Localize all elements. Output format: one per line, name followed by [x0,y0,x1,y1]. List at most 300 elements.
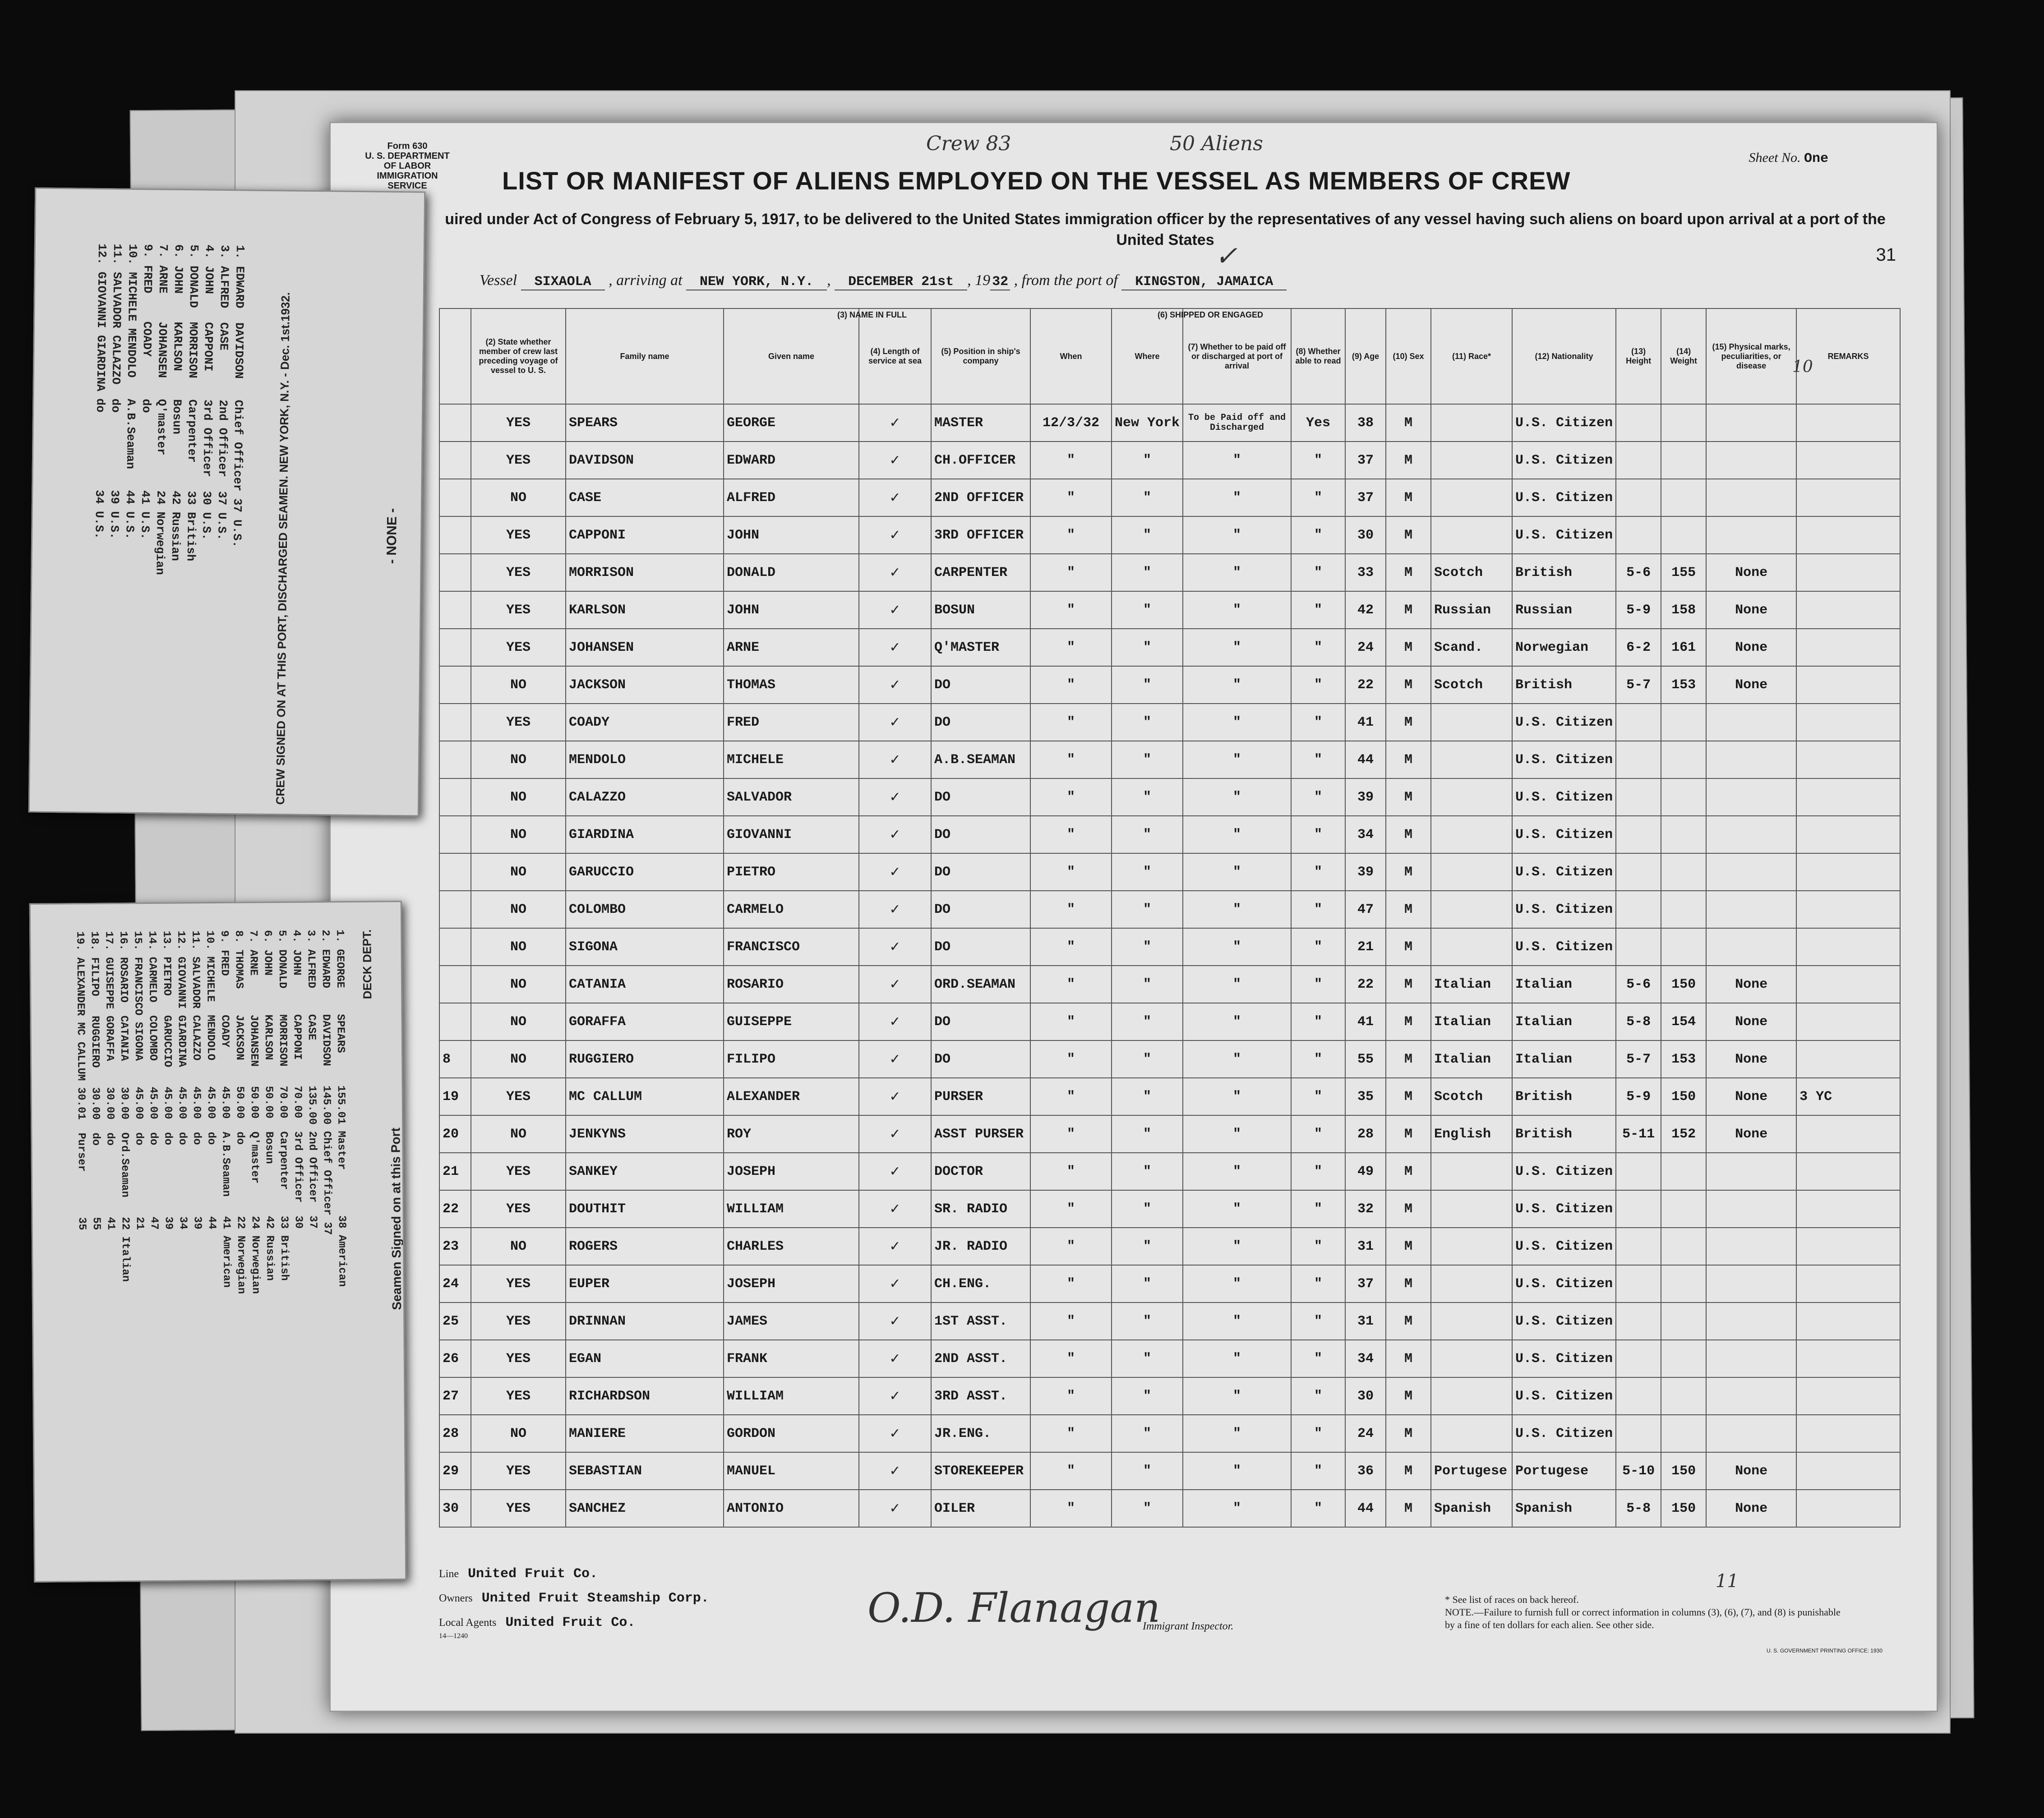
shipped-where-cell: " [1112,966,1183,1003]
remarks-cell [1796,1040,1900,1078]
sex-cell: M [1386,1228,1431,1265]
physical-marks-cell [1706,891,1796,928]
able-read-cell: " [1291,479,1345,516]
table-row [439,1452,1900,1490]
weight-cell [1661,1377,1706,1415]
position-cell: DO [931,778,1030,816]
position-cell: JR. RADIO [931,1228,1030,1265]
table-row [439,554,1900,591]
header-remarks: REMARKS [1796,308,1900,404]
shipped-where-cell: " [1112,928,1183,966]
paid-off-cell: " [1183,1190,1291,1228]
shipped-when-cell: " [1030,1190,1112,1228]
year-prefix: 19 [975,272,991,289]
race-cell [1431,741,1512,778]
physical-marks-cell: None [1706,1040,1796,1078]
sex-cell: M [1386,516,1431,554]
table-row [439,666,1900,704]
last-voyage-cell: YES [471,704,566,741]
paid-off-cell: " [1183,1115,1291,1153]
sex-cell: M [1386,853,1431,891]
remarks-cell [1796,853,1900,891]
age-cell: 34 [1345,816,1386,853]
paid-off-cell: " [1183,442,1291,479]
line-value: United Fruit Co. [467,1566,598,1582]
remarks-cell [1796,816,1900,853]
checkmark-icon: ✓ [859,1415,931,1452]
sex-cell: M [1386,1003,1431,1040]
shipped-when-cell: " [1030,928,1112,966]
weight-cell [1661,1303,1706,1340]
row-number-cell [439,442,471,479]
able-read-cell: " [1291,516,1345,554]
nationality-cell: U.S. Citizen [1512,741,1616,778]
table-row [439,1265,1900,1303]
family-name-cell: SPEARS [566,404,724,442]
inspector-signature: O.D. Flanagan [867,1584,1161,1632]
date-checkmark: ✓ [1215,240,1238,272]
shipped-where-cell: " [1112,1228,1183,1265]
last-voyage-cell: YES [471,1340,566,1377]
paid-off-cell: " [1183,516,1291,554]
table-row [439,1190,1900,1228]
form-info [358,141,457,191]
shipped-where-cell: " [1112,1003,1183,1040]
remarks-handwriting: 10 [1792,358,1813,376]
paid-off-cell: " [1183,1078,1291,1115]
table-row [439,928,1900,966]
given-name-cell: FILIPO [724,1040,859,1078]
shipped-where-cell: " [1112,1340,1183,1377]
arriving-label: , arriving at [609,272,683,289]
sex-cell: M [1386,554,1431,591]
given-name-cell: CHARLES [724,1228,859,1265]
height-cell [1616,704,1661,741]
paid-off-cell: " [1183,891,1291,928]
position-cell: DOCTOR [931,1153,1030,1190]
remarks-cell [1796,1003,1900,1040]
shipped-when-cell: 12/3/32 [1030,404,1112,442]
remarks-cell [1796,442,1900,479]
race-cell [1431,778,1512,816]
position-cell: Q'MASTER [931,629,1030,666]
race-cell [1431,442,1512,479]
table-row [439,1415,1900,1452]
shipped-when-cell: " [1030,1377,1112,1415]
weight-cell: 150 [1661,966,1706,1003]
header-family-name: Family name [566,308,724,404]
age-cell: 47 [1345,891,1386,928]
able-read-cell: " [1291,1340,1345,1377]
slip-dept: DECK DEPT. [360,929,374,999]
age-cell: 24 [1345,1415,1386,1452]
height-cell [1616,1377,1661,1415]
height-cell: 5-10 [1616,1452,1661,1490]
checkmark-icon: ✓ [859,666,931,704]
remarks-cell [1796,666,1900,704]
paid-off-cell: " [1183,1265,1291,1303]
race-cell [1431,479,1512,516]
given-name-cell: JOHN [724,591,859,629]
checkmark-icon: ✓ [859,891,931,928]
shipped-where-cell: " [1112,1115,1183,1153]
nationality-cell: Italian [1512,1040,1616,1078]
header-age: (9) Age [1345,308,1386,404]
last-voyage-cell: YES [471,1153,566,1190]
nationality-cell: U.S. Citizen [1512,1153,1616,1190]
nationality-cell: U.S. Citizen [1512,479,1616,516]
row-number-cell: 29 [439,1452,471,1490]
nationality-cell: U.S. Citizen [1512,1377,1616,1415]
shipped-when-cell: " [1030,891,1112,928]
sex-cell: M [1386,778,1431,816]
slip-rows: 1. EDWARD DAVIDSON Chief Officer 37 U.S. 3. ALFRED CASE 2nd Officer 37 U.S. 4. JOHN CAPPONI 3rd Officer 30 U.S. 5. DONALD MORRISON Carpenter 33 British 6. JOHN KARLSON Bosun 42 Russian 7. ARNE JOHANSEN Q'master 24 Norwegian 9. FRED COADY do 41 U.S. 10. MICHELE MENDOLO A.B.Seaman 44 U.S. 11. SALVADOR CALAZZO do 39 U.S. 12. GIOVANNI GIARDINA do 34 U.S. [92,243,247,575]
manifest-sheet [329,122,1938,1712]
last-voyage-cell: NO [471,479,566,516]
shipped-where-cell: " [1112,1265,1183,1303]
nationality-cell: British [1512,554,1616,591]
header-when: When [1030,308,1112,404]
weight-cell: 153 [1661,666,1706,704]
family-name-cell: SANCHEZ [566,1490,724,1527]
race-cell: Spanish [1431,1490,1512,1527]
shipped-where-cell: " [1112,1452,1183,1490]
race-cell: Scotch [1431,554,1512,591]
last-voyage-cell: NO [471,853,566,891]
remarks-cell [1796,778,1900,816]
given-name-cell: ROY [724,1115,859,1153]
paid-off-cell: " [1183,1452,1291,1490]
shipped-where-cell: " [1112,1377,1183,1415]
header-height: (13) Height [1616,308,1661,404]
checkmark-icon: ✓ [859,1078,931,1115]
age-cell: 24 [1345,629,1386,666]
row-number-cell [439,891,471,928]
sex-cell: M [1386,1377,1431,1415]
checkmark-icon: ✓ [859,1190,931,1228]
agents-row [439,1615,709,1630]
sex-cell: M [1386,928,1431,966]
vessel-name: SIXAOLA [521,274,605,290]
given-name-cell: ALFRED [724,479,859,516]
given-name-cell: ANTONIO [724,1490,859,1527]
remarks-cell [1796,1340,1900,1377]
last-voyage-cell: NO [471,928,566,966]
checkmark-icon: ✓ [859,1340,931,1377]
position-cell: STOREKEEPER [931,1452,1030,1490]
able-read-cell: " [1291,816,1345,853]
last-voyage-cell: NO [471,1228,566,1265]
seamen-signed-on-slip [29,901,406,1583]
row-number-cell [439,1003,471,1040]
row-number-cell [439,778,471,816]
owners-row [439,1591,709,1606]
physical-marks-cell: None [1706,1003,1796,1040]
shipped-where-cell: " [1112,1040,1183,1078]
sex-cell: M [1386,1190,1431,1228]
physical-marks-cell: None [1706,1115,1796,1153]
height-cell [1616,1190,1661,1228]
position-cell: CH.OFFICER [931,442,1030,479]
sex-cell: M [1386,1415,1431,1452]
family-name-cell: GIARDINA [566,816,724,853]
age-cell: 35 [1345,1078,1386,1115]
remarks-cell [1796,1303,1900,1340]
last-voyage-cell: NO [471,966,566,1003]
checkmark-icon: ✓ [859,928,931,966]
given-name-cell: GIOVANNI [724,816,859,853]
header-given-name: Given name [724,308,859,404]
weight-cell [1661,1265,1706,1303]
checkmark-icon: ✓ [859,741,931,778]
last-voyage-cell: NO [471,891,566,928]
weight-cell [1661,1340,1706,1377]
shipped-where-cell: " [1112,629,1183,666]
height-cell [1616,853,1661,891]
weight-cell [1661,1415,1706,1452]
shipped-where-cell: " [1112,1415,1183,1452]
name-in-full-header: (3) NAME IN FULL [837,310,907,319]
position-cell: 3RD OFFICER [931,516,1030,554]
physical-marks-cell [1706,1415,1796,1452]
shipped-where-cell: " [1112,853,1183,891]
table-row [439,1303,1900,1340]
sex-cell: M [1386,1452,1431,1490]
remarks-cell [1796,1115,1900,1153]
height-cell [1616,741,1661,778]
able-read-cell: " [1291,1003,1345,1040]
height-cell [1616,442,1661,479]
family-name-cell: COLOMBO [566,891,724,928]
shipped-when-cell: " [1030,1265,1112,1303]
checkmark-icon: ✓ [859,591,931,629]
last-voyage-cell: NO [471,778,566,816]
remarks-cell [1796,1190,1900,1228]
shipped-when-cell: " [1030,741,1112,778]
weight-cell: 155 [1661,554,1706,591]
remarks-cell [1796,1265,1900,1303]
owners-value: United Fruit Steamship Corp. [481,1591,709,1606]
table-row [439,891,1900,928]
weight-cell [1661,479,1706,516]
able-read-cell: " [1291,442,1345,479]
weight-cell [1661,1153,1706,1190]
remarks-cell [1796,1377,1900,1415]
age-cell: 49 [1345,1153,1386,1190]
sex-cell: M [1386,816,1431,853]
given-name-cell: ROSARIO [724,966,859,1003]
physical-marks-cell [1706,1228,1796,1265]
age-cell: 42 [1345,591,1386,629]
row-number-cell: 24 [439,1265,471,1303]
given-name-cell: WILLIAM [724,1190,859,1228]
position-cell: DO [931,1040,1030,1078]
shipped-when-cell: " [1030,1490,1112,1527]
row-number-cell [439,816,471,853]
height-cell: 5-11 [1616,1115,1661,1153]
form-dept: U. S. DEPARTMENT OF LABOR [365,151,450,171]
nationality-cell: U.S. Citizen [1512,1265,1616,1303]
table-row [439,1228,1900,1265]
given-name-cell: JAMES [724,1303,859,1340]
shipped-where-cell: " [1112,442,1183,479]
table-row [439,1490,1900,1527]
shipped-when-cell: " [1030,516,1112,554]
nationality-cell: U.S. Citizen [1512,928,1616,966]
race-cell: Scand. [1431,629,1512,666]
paid-off-cell: " [1183,704,1291,741]
paid-off-cell: " [1183,666,1291,704]
sex-cell: M [1386,479,1431,516]
slip-heading: Seamen Signed on at this Port [388,1128,404,1310]
agents-value: United Fruit Co. [505,1615,636,1630]
able-read-cell: " [1291,1040,1345,1078]
header-race: (11) Race* [1431,308,1512,404]
row-number-cell: 30 [439,1490,471,1527]
shipped-when-cell: " [1030,442,1112,479]
age-cell: 36 [1345,1452,1386,1490]
last-voyage-cell: NO [471,666,566,704]
sheet-number-value: One [1804,151,1828,166]
sex-cell: M [1386,1115,1431,1153]
age-cell: 32 [1345,1190,1386,1228]
shipped-when-cell: " [1030,1003,1112,1040]
row-number-cell: 23 [439,1228,471,1265]
remarks-cell [1796,1228,1900,1265]
page-subtitle: uired under Act of Congress of February 5, 1917, to be delivered to the United States immigration officer by the representatives of any vessel having such aliens on board upon arrival at a port of the United States [445,211,1886,249]
shipped-where-cell: " [1112,891,1183,928]
able-read-cell: " [1291,1190,1345,1228]
position-cell: DO [931,891,1030,928]
shipped-when-cell: " [1030,1040,1112,1078]
physical-marks-cell: None [1706,966,1796,1003]
position-cell: ASST PURSER [931,1115,1030,1153]
given-name-cell: THOMAS [724,666,859,704]
nationality-cell: Norwegian [1512,629,1616,666]
remarks-cell [1796,891,1900,928]
physical-marks-cell [1706,1377,1796,1415]
shipped-where-cell: " [1112,516,1183,554]
shipped-where-cell: New York [1112,404,1183,442]
family-name-cell: JACKSON [566,666,724,704]
age-cell: 22 [1345,966,1386,1003]
able-read-cell: " [1291,1153,1345,1190]
position-cell: 3RD ASST. [931,1377,1030,1415]
remarks-cell [1796,404,1900,442]
race-cell: Italian [1431,966,1512,1003]
line-label: Line [439,1568,459,1580]
family-name-cell: MENDOLO [566,741,724,778]
position-cell: ORD.SEAMAN [931,966,1030,1003]
form-code: 14—1240 [439,1632,468,1640]
checkmark-icon: ✓ [859,704,931,741]
paid-off-cell: " [1183,479,1291,516]
table-row [439,853,1900,891]
row-number-cell [439,591,471,629]
age-cell: 37 [1345,442,1386,479]
age-cell: 37 [1345,479,1386,516]
position-cell: JR.ENG. [931,1415,1030,1452]
weight-cell [1661,853,1706,891]
position-cell: DO [931,1003,1030,1040]
shipped-where-cell: " [1112,1303,1183,1340]
shipped-where-cell: " [1112,591,1183,629]
able-read-cell: " [1291,1115,1345,1153]
paid-off-cell: " [1183,966,1291,1003]
table-row [439,778,1900,816]
header-physical-marks: (15) Physical marks, peculiarities, or disease [1706,308,1796,404]
race-cell [1431,1153,1512,1190]
race-cell [1431,1303,1512,1340]
checkmark-icon: ✓ [859,853,931,891]
position-cell: PURSER [931,1078,1030,1115]
sex-cell: M [1386,666,1431,704]
last-voyage-cell: YES [471,1190,566,1228]
checkmark-icon: ✓ [859,1490,931,1527]
last-voyage-cell: YES [471,1265,566,1303]
height-cell: 5-8 [1616,1490,1661,1527]
race-cell [1431,891,1512,928]
row-number-cell: 21 [439,1153,471,1190]
row-number-cell [439,554,471,591]
header-weight: (14) Weight [1661,308,1706,404]
physical-marks-cell: None [1706,1078,1796,1115]
checkmark-icon: ✓ [859,629,931,666]
physical-marks-cell [1706,1153,1796,1190]
header-sex: (10) Sex [1386,308,1431,404]
position-cell: BOSUN [931,591,1030,629]
paid-off-cell: To be Paid off and Discharged [1183,404,1291,442]
nationality-cell: U.S. Citizen [1512,853,1616,891]
remarks-cell [1796,516,1900,554]
height-cell [1616,816,1661,853]
given-name-cell: MICHELE [724,741,859,778]
able-read-cell: " [1291,1303,1345,1340]
given-name-cell: JOSEPH [724,1153,859,1190]
race-cell [1431,928,1512,966]
sex-cell: M [1386,966,1431,1003]
table-row [439,479,1900,516]
shipped-when-cell: " [1030,591,1112,629]
sex-cell: M [1386,741,1431,778]
discharged-seamen-slip [28,188,425,817]
table-row [439,629,1900,666]
last-voyage-cell: YES [471,1490,566,1527]
weight-cell [1661,928,1706,966]
nationality-cell: U.S. Citizen [1512,891,1616,928]
checkmark-icon: ✓ [859,1303,931,1340]
remarks-cell [1796,554,1900,591]
age-cell: 21 [1345,928,1386,966]
age-cell: 41 [1345,1003,1386,1040]
family-name-cell: CAPPONI [566,516,724,554]
page-title: LIST OR MANIFEST OF ALIENS EMPLOYED ON THE VESSEL AS MEMBERS OF CREW [502,166,1571,195]
weight-cell: 153 [1661,1040,1706,1078]
position-cell: DO [931,816,1030,853]
sex-cell: M [1386,1490,1431,1527]
family-name-cell: MORRISON [566,554,724,591]
table-row [439,1340,1900,1377]
age-cell: 30 [1345,516,1386,554]
header-paid-off: (7) Whether to be paid off or discharged at port of arrival [1183,308,1291,404]
weight-cell: 150 [1661,1490,1706,1527]
height-cell [1616,1340,1661,1377]
weight-cell: 150 [1661,1452,1706,1490]
paid-off-cell: " [1183,1490,1291,1527]
shipped-when-cell: " [1030,1340,1112,1377]
given-name-cell: FRED [724,704,859,741]
sheet-number [1749,150,1829,166]
